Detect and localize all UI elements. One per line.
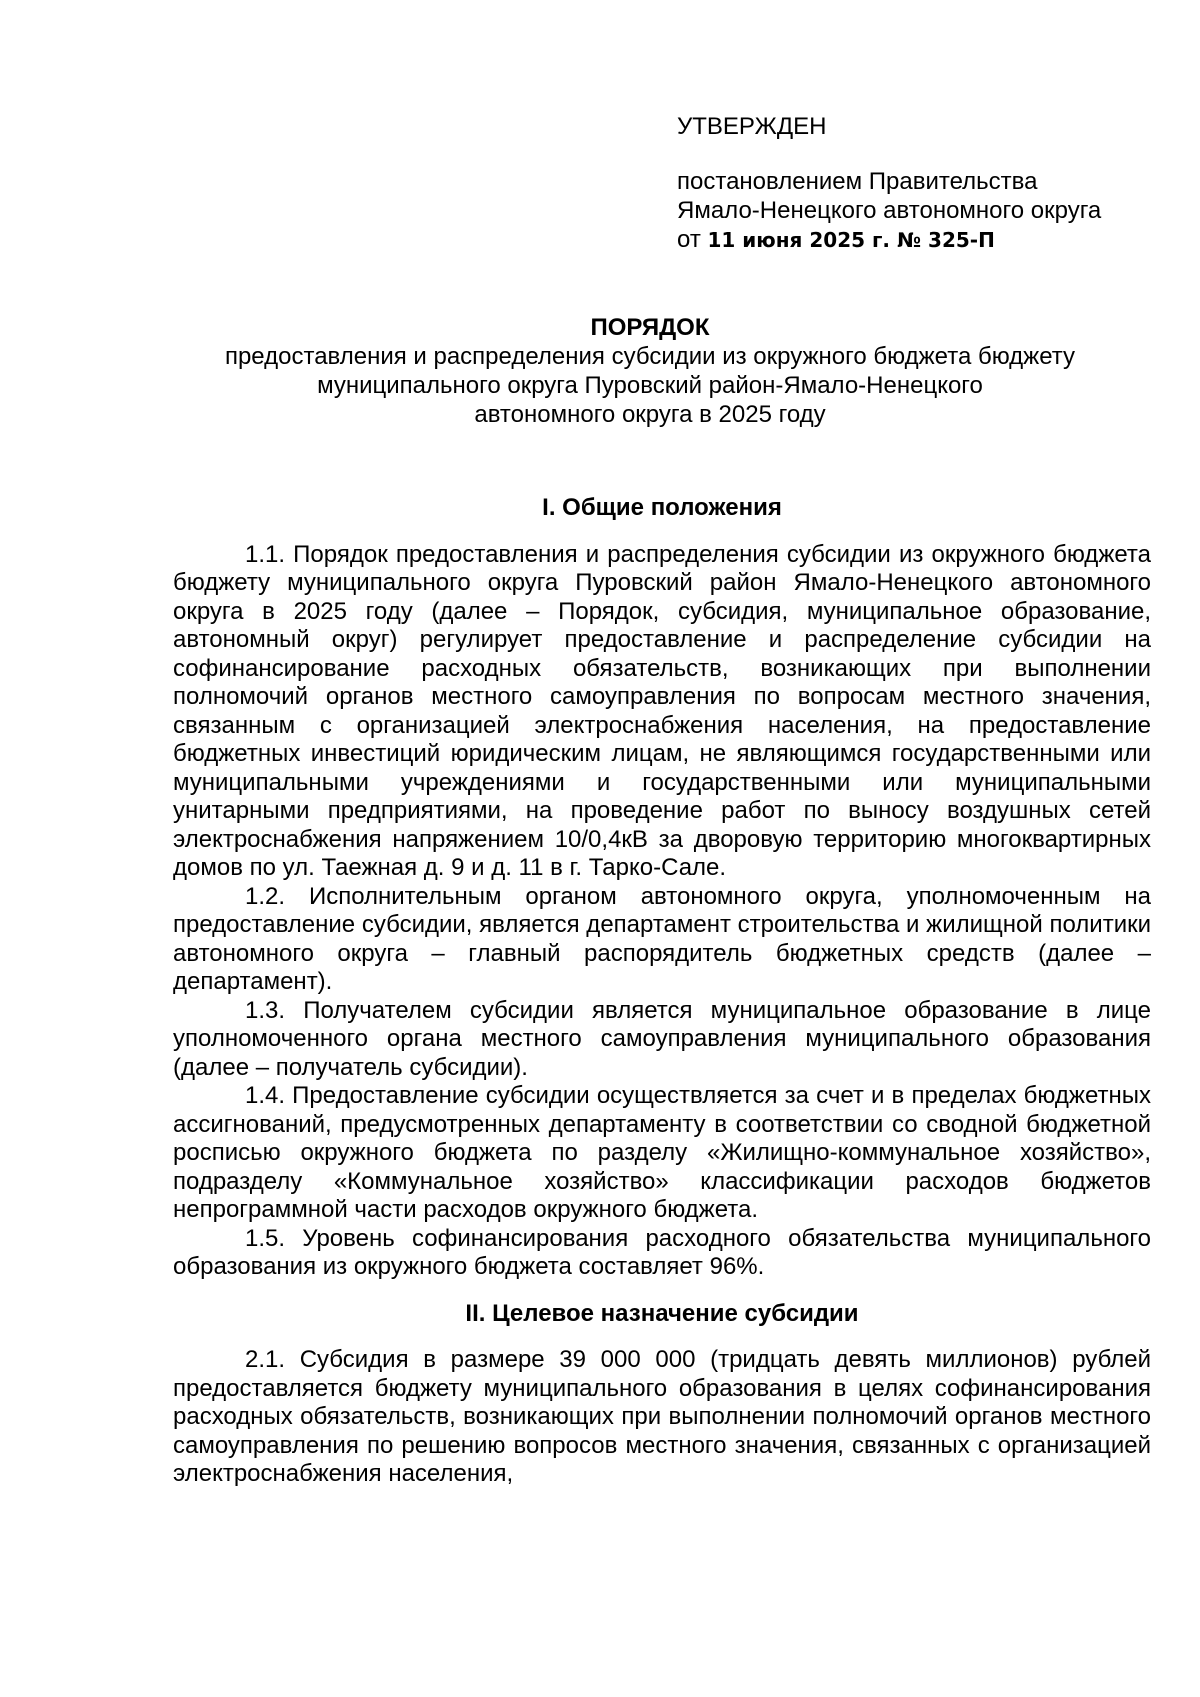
- paragraph-1-3: 1.3. Получателем субсидии является муниципальное образование в лице уполномоченного органа местного самоуправления муниципального образования (далее – получатель субсидии).: [173, 996, 1151, 1081]
- approval-date-prefix: от: [677, 226, 708, 253]
- document-title: ПОРЯДОК: [590, 314, 710, 341]
- document-subtitle-line-2: муниципального округа Пуровский район-Ямало-Ненецкого: [317, 372, 983, 399]
- approval-stamp: УТВЕРЖДЕН: [677, 113, 827, 140]
- approval-line-1: постановлением Правительства: [677, 168, 1038, 195]
- approval-decree-number: 11 июня 2025 г. № 325-П: [707, 228, 995, 252]
- document-title-block: [170, 313, 1130, 429]
- approval-line-2: Ямало-Ненецкого автономного округа: [677, 197, 1102, 224]
- document-body: [173, 494, 1151, 1489]
- paragraph-1-2: 1.2. Исполнительным органом автономного округа, уполномоченным на предоставление субсидии, является департамент строительства и жилищной политики автономного округа – главный распорядитель бюджетных средств (далее – департамент).: [173, 882, 1151, 995]
- approval-block: [677, 112, 1177, 255]
- section-heading-general: I. Общие положения: [542, 494, 782, 521]
- paragraph-1-5: 1.5. Уровень софинансирования расходного обязательства муниципального образования из окружного бюджета составляет 96%.: [173, 1224, 1151, 1280]
- paragraph-1-1: 1.1. Порядок предоставления и распределения субсидии из окружного бюджета бюджету муниципального округа Пуровский район Ямало-Ненецкого автономного округа в 2025 году (далее – Порядок, субсидия, муниципальное образование, автономный округ) регулирует предоставление и распределение субсидии на софинансирование расходных обязательств, возникающих при выполнении полномочий органов местного самоуправления по вопросам местного значения, связанным с организацией электроснабжения населения, на предоставление бюджетных инвестиций юридическим лицам, не являющимся государственными или муниципальными учреждениями и государственными или муниципальными унитарными предприятиями, на проведение работ по выносу воздушных сетей электроснабжения напряжением 10/0,4кВ за дворовую территорию многоквартирных домов по ул. Таежная д. 9 и д. 11 в г. Тарко-Сале.: [173, 540, 1151, 881]
- approval-line-3: [677, 225, 1177, 255]
- document-subtitle-line-1: предоставления и распределения субсидии из окружного бюджета бюджету: [224, 343, 1076, 370]
- section-heading-purpose: II. Целевое назначение субсидии: [465, 1299, 859, 1327]
- document-subtitle-line-3: автономного округа в 2025 году: [474, 401, 826, 428]
- paragraph-2-1: 2.1. Субсидия в размере 39 000 000 (тридцать девять миллионов) рублей предоставляется бюджету муниципального образования в целях софинансирования расходных обязательств, возникающих при выполнении полномочий органов местного самоуправления по решению вопросов местного значения, связанных с организацией электроснабжения населения,: [173, 1346, 1151, 1487]
- paragraph-1-4: 1.4. Предоставление субсидии осуществляется за счет и в пределах бюджетных ассигнований, предусмотренных департаменту в соответствии со сводной бюджетной росписью окружного бюджета по разделу «Жилищно-коммунальное хозяйство», подразделу «Коммунальное хозяйство» классификации расходов бюджетов непрограммной части расходов окружного бюджета.: [173, 1082, 1151, 1223]
